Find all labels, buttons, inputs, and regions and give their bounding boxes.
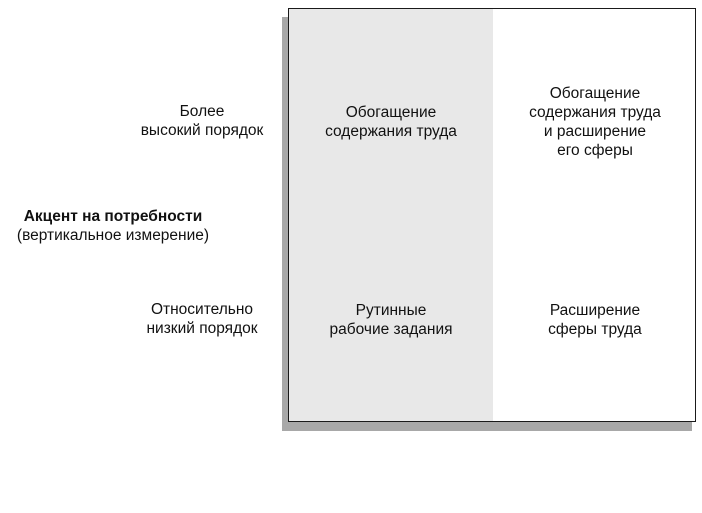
cell-bottom-right-line-1: Расширение bbox=[549, 302, 641, 319]
cell-top-left-line-1: Обогащение bbox=[345, 104, 437, 121]
cell-bottom-left-line-1: Рутинные bbox=[355, 302, 427, 319]
cell-top-left bbox=[289, 103, 493, 141]
row-label-low-line-1: Относительно bbox=[150, 301, 254, 318]
cell-top-right-line-1: Обогащение bbox=[549, 85, 641, 102]
cell-top-left-line-2: содержания труда bbox=[325, 123, 457, 140]
job-design-matrix bbox=[288, 8, 696, 422]
row-label-low-line-2: низкий порядок bbox=[146, 320, 258, 337]
cell-top-right-line-2: содержания труда bbox=[529, 104, 661, 121]
axis-title: Акцент на потребности bbox=[23, 208, 203, 225]
left-column-shading bbox=[289, 9, 493, 421]
vertical-axis-label bbox=[0, 207, 226, 245]
row-label-high-line-1: Более bbox=[179, 103, 225, 120]
cell-top-right bbox=[493, 84, 696, 160]
cell-bottom-right bbox=[493, 301, 696, 339]
cell-top-right-line-3: и расширение bbox=[543, 123, 647, 140]
row-label-high-line-2: высокий порядок bbox=[140, 122, 264, 139]
axis-subtitle: (вертикальное измерение) bbox=[16, 227, 210, 244]
cell-bottom-right-line-2: сферы труда bbox=[548, 321, 642, 338]
cell-top-right-line-4: его сферы bbox=[557, 142, 633, 159]
cell-bottom-left bbox=[289, 301, 493, 339]
row-label-low bbox=[117, 300, 287, 338]
cell-bottom-left-line-2: рабочие задания bbox=[329, 321, 453, 338]
row-label-high bbox=[117, 102, 287, 140]
